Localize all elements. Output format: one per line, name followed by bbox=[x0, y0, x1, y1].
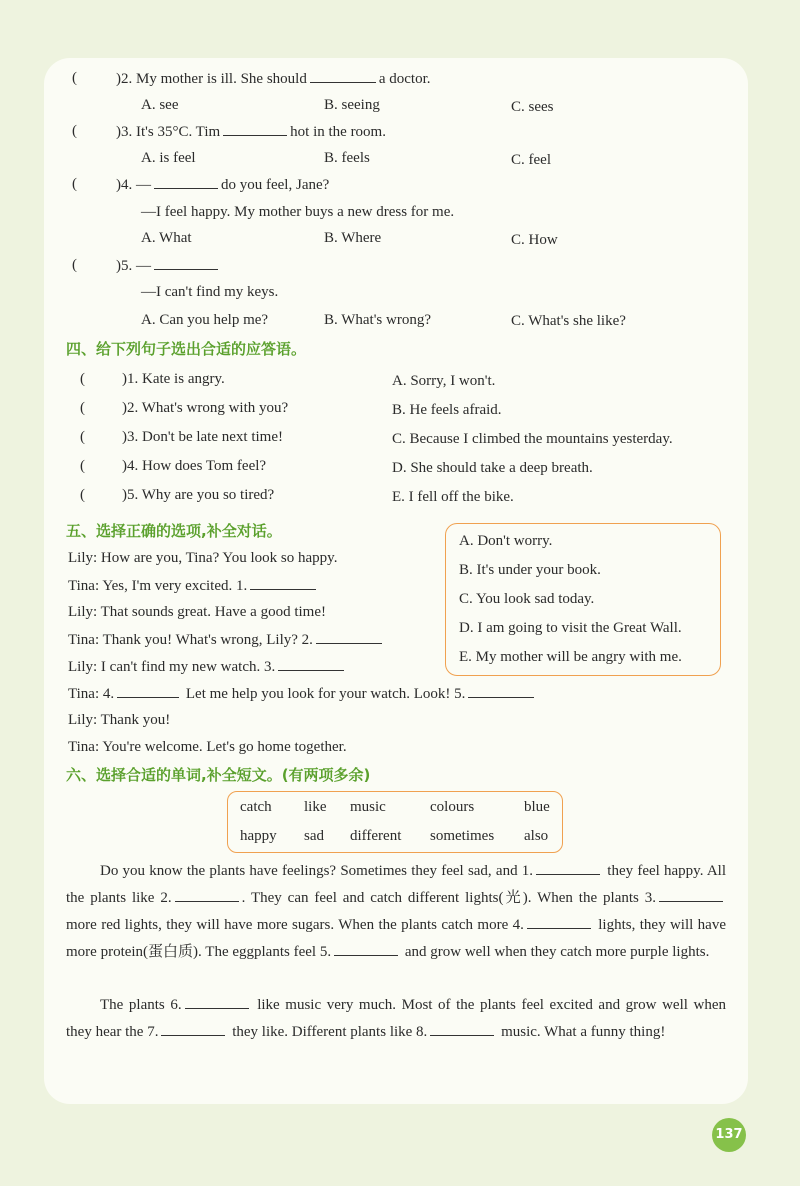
option-a[interactable]: A. is feel bbox=[141, 150, 196, 166]
answer-e: E. I fell off the bike. bbox=[392, 489, 514, 505]
question-stem: )3. It's 35°C. Tim bbox=[116, 124, 221, 140]
question-3: )3. Don't be late next time! bbox=[122, 429, 283, 445]
option-b[interactable]: B. seeing bbox=[324, 97, 380, 113]
dialogue-line: Tina: You're welcome. Let's go home together. bbox=[68, 739, 347, 755]
answer-bracket[interactable]: ( bbox=[72, 70, 77, 86]
option-c[interactable]: C. feel bbox=[511, 152, 551, 168]
word: music bbox=[350, 799, 386, 815]
options-box bbox=[445, 523, 721, 676]
answer-bracket[interactable]: ( bbox=[72, 123, 77, 139]
answer-blank-1[interactable] bbox=[536, 862, 600, 875]
answer-blank-3[interactable] bbox=[278, 658, 344, 671]
question-stem: )2. My mother is ill. She should bbox=[116, 71, 307, 87]
option-a: A. Don't worry. bbox=[459, 533, 553, 549]
dialogue-line: Lily: Thank you! bbox=[68, 712, 171, 728]
option-c[interactable]: C. How bbox=[511, 232, 558, 248]
answer-bracket[interactable]: ( bbox=[80, 487, 85, 503]
answer-blank[interactable] bbox=[223, 123, 287, 136]
dialogue-line: Tina: Thank you! What's wrong, Lily? 2. bbox=[68, 632, 313, 648]
passage-text: lights, they will have more protein(蛋白质). The eggplants feel 5. bbox=[66, 917, 726, 960]
passage-text: more red lights, they will have more sugars. When the plants catch more 4. bbox=[66, 917, 524, 933]
answer-c: C. Because I climbed the mountains yesterday. bbox=[392, 431, 673, 447]
option-a[interactable]: A. Can you help me? bbox=[141, 312, 269, 328]
question-stem-end: a doctor. bbox=[378, 71, 431, 87]
option-c: C. You look sad today. bbox=[459, 591, 595, 607]
answer-bracket[interactable]: ( bbox=[80, 371, 85, 387]
option-b[interactable]: B. feels bbox=[324, 150, 370, 166]
answer-bracket[interactable]: ( bbox=[80, 429, 85, 445]
passage-text: and grow well when they catch more purple lights. bbox=[404, 944, 710, 960]
answer-blank-8[interactable] bbox=[430, 1023, 494, 1036]
dialogue-reply: —I can't find my keys. bbox=[141, 284, 279, 300]
answer-blank-5[interactable] bbox=[468, 685, 534, 698]
section6-heading: 六、选择合适的单词,补全短文。(有两项多余) bbox=[66, 766, 371, 784]
answer-d: D. She should take a deep breath. bbox=[392, 460, 593, 476]
answer-blank-1[interactable] bbox=[250, 577, 316, 590]
passage-text: Do you know the plants have feelings? Sometimes they feel sad, and 1. bbox=[100, 863, 534, 879]
question-stem: )5. — bbox=[116, 258, 151, 274]
passage-text: music. What a funny thing! bbox=[501, 1024, 666, 1040]
passage-text: they feel happy. All the plants like 2. bbox=[66, 863, 727, 906]
word: like bbox=[304, 799, 327, 815]
word: happy bbox=[240, 828, 277, 844]
word: sad bbox=[304, 828, 324, 844]
dialogue-line: Lily: That sounds great. Have a good time! bbox=[68, 604, 326, 620]
dialogue-line: Let me help you look for your watch. Look! 5. bbox=[185, 686, 466, 702]
question-1: )1. Kate is angry. bbox=[122, 371, 225, 387]
word: sometimes bbox=[430, 828, 495, 844]
answer-blank-3[interactable] bbox=[659, 889, 723, 902]
question-stem-end: hot in the room. bbox=[290, 124, 386, 140]
word: also bbox=[524, 828, 549, 844]
option-b[interactable]: B. Where bbox=[324, 230, 382, 246]
option-d: D. I am going to visit the Great Wall. bbox=[459, 620, 682, 636]
question-4: )4. How does Tom feel? bbox=[122, 458, 267, 474]
dialogue-reply: —I feel happy. My mother buys a new dress for me. bbox=[141, 204, 455, 220]
dialogue-line: Lily: How are you, Tina? You look so happy. bbox=[68, 550, 338, 566]
question-2: )2. What's wrong with you? bbox=[122, 400, 289, 416]
option-e: E. My mother will be angry with me. bbox=[459, 649, 682, 665]
answer-blank[interactable] bbox=[310, 70, 376, 83]
dialogue-line: Tina: Yes, I'm very excited. 1. bbox=[68, 578, 248, 594]
answer-blank-7[interactable] bbox=[161, 1023, 225, 1036]
option-c[interactable]: C. What's she like? bbox=[511, 313, 626, 329]
section5-heading: 五、选择正确的选项,补全对话。 bbox=[66, 522, 282, 540]
passage-text: . They can feel and catch different lights(光). When the plants 3. bbox=[241, 890, 656, 906]
word: catch bbox=[240, 799, 272, 815]
option-c[interactable]: C. sees bbox=[511, 99, 554, 115]
dialogue-line: Tina: 4. bbox=[68, 686, 115, 702]
word: blue bbox=[524, 799, 550, 815]
option-a[interactable]: A. see bbox=[141, 97, 179, 113]
answer-blank-4[interactable] bbox=[117, 685, 179, 698]
answer-blank[interactable] bbox=[154, 257, 218, 270]
answer-bracket[interactable]: ( bbox=[80, 400, 85, 416]
answer-blank-5[interactable] bbox=[334, 943, 398, 956]
word: colours bbox=[430, 799, 475, 815]
passage-text: The plants 6. bbox=[100, 997, 182, 1013]
option-a[interactable]: A. What bbox=[141, 230, 192, 246]
answer-a: A. Sorry, I won't. bbox=[392, 373, 496, 389]
answer-blank-2[interactable] bbox=[316, 631, 382, 644]
answer-bracket[interactable]: ( bbox=[72, 176, 77, 192]
question-stem-end: do you feel, Jane? bbox=[221, 177, 330, 193]
word: different bbox=[350, 828, 402, 844]
question-stem: )4. — bbox=[116, 177, 151, 193]
passage-paragraph-1 bbox=[66, 858, 726, 966]
question-5: )5. Why are you so tired? bbox=[122, 487, 275, 503]
passage-paragraph-2 bbox=[66, 992, 726, 1046]
section4-heading: 四、给下列句子选出合适的应答语。 bbox=[66, 340, 307, 358]
answer-blank[interactable] bbox=[154, 176, 218, 189]
word-bank bbox=[227, 791, 563, 853]
answer-b: B. He feels afraid. bbox=[392, 402, 502, 418]
answer-blank-4[interactable] bbox=[527, 916, 591, 929]
option-b[interactable]: B. What's wrong? bbox=[324, 312, 431, 328]
answer-blank-6[interactable] bbox=[185, 996, 249, 1009]
answer-bracket[interactable]: ( bbox=[72, 257, 77, 273]
answer-bracket[interactable]: ( bbox=[80, 458, 85, 474]
page-number-badge: 137 bbox=[712, 1118, 746, 1152]
option-b: B. It's under your book. bbox=[459, 562, 601, 578]
passage-text: like music very much. Most of the plants feel excited and grow well when they hear the 7. bbox=[66, 997, 726, 1040]
answer-blank-2[interactable] bbox=[175, 889, 239, 902]
dialogue-line: Lily: I can't find my new watch. 3. bbox=[68, 659, 276, 675]
passage-text: they like. Different plants like 8. bbox=[232, 1024, 428, 1040]
